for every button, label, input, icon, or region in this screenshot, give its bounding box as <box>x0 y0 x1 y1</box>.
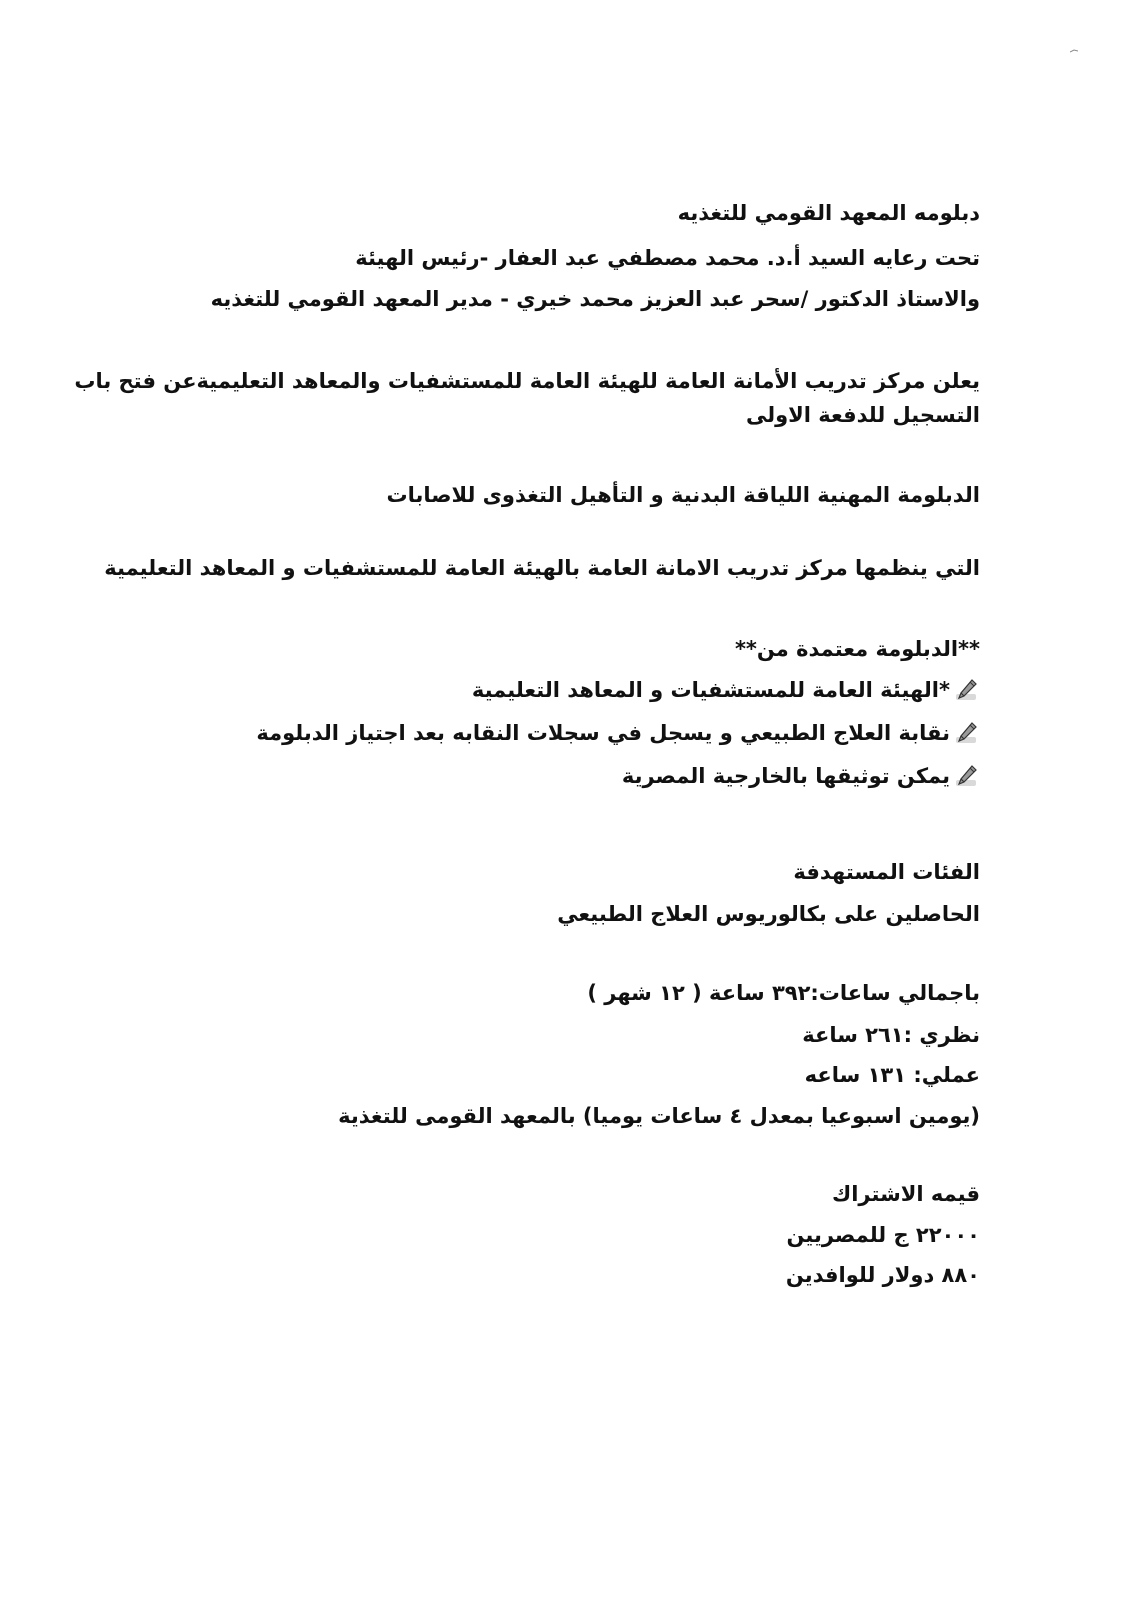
fees-heading: قيمه الاشتراك <box>831 1182 980 1206</box>
practical-hours: عملي: ١٣١ ساعه <box>804 1063 980 1087</box>
accreditation-heading: **الدبلومة معتمدة من** <box>734 637 980 661</box>
theory-hours: نظري :٢٦١ ساعة <box>802 1023 980 1047</box>
patron-line: تحت رعايه السيد أ.د. محمد مصطفي عبد العفار -رئيس الهيئة <box>355 246 980 270</box>
director-line: والاستاذ الدكتور /سحر عبد العزيز محمد خيري - مدير المعهد القومي للتغذيه <box>210 287 980 311</box>
organizer-line: التي ينظمها مركز تدريب الامانة العامة بالهيئة العامة للمستشفيات و المعاهد التعليمية <box>104 556 980 580</box>
scan-speck <box>1070 38 1078 42</box>
accreditation-item <box>256 718 980 754</box>
accreditation-item-text: نقابة العلاج الطبيعي و يسجل في سجلات النقابه بعد اجتياز الدبلومة <box>256 721 950 745</box>
pencil-icon <box>954 677 980 703</box>
accreditation-item-text: *الهيئة العامة للمستشفيات و المعاهد التعليمية <box>471 678 950 702</box>
fee-egyptians: ٢٢٠٠٠ ج للمصريين <box>786 1223 980 1247</box>
schedule-line: (يومين اسبوعيا بمعدل ٤ ساعات يوميا) بالمعهد القومى للتغذية <box>338 1104 980 1128</box>
accreditation-item <box>472 675 980 711</box>
pencil-icon <box>954 720 980 746</box>
announcement-line-2: التسجيل للدفعة الاولى <box>745 403 980 427</box>
accreditation-item-text: يمكن توثيقها بالخارجية المصرية <box>621 764 950 788</box>
accreditation-item <box>622 761 980 797</box>
document-title: دبلومه المعهد القومي للتغذيه <box>677 201 980 225</box>
target-heading: الفئات المستهدفة <box>793 860 980 884</box>
fee-foreigners: ٨٨٠ دولار للوافدين <box>785 1263 980 1287</box>
target-value: الحاصلين على بكالوريوس العلاج الطبيعي <box>557 902 980 926</box>
diploma-name: الدبلومة المهنية اللياقة البدنية و التأهيل التغذوى للاصابات <box>386 483 980 507</box>
announcement-line-1: يعلن مركز تدريب الأمانة العامة للهيئة العامة للمستشفيات والمعاهد التعليميةعن فتح باب <box>74 369 980 393</box>
pencil-icon <box>954 763 980 789</box>
total-hours: باجمالي ساعات:٣٩٢ ساعة ( ١٢ شهر ) <box>587 981 980 1005</box>
